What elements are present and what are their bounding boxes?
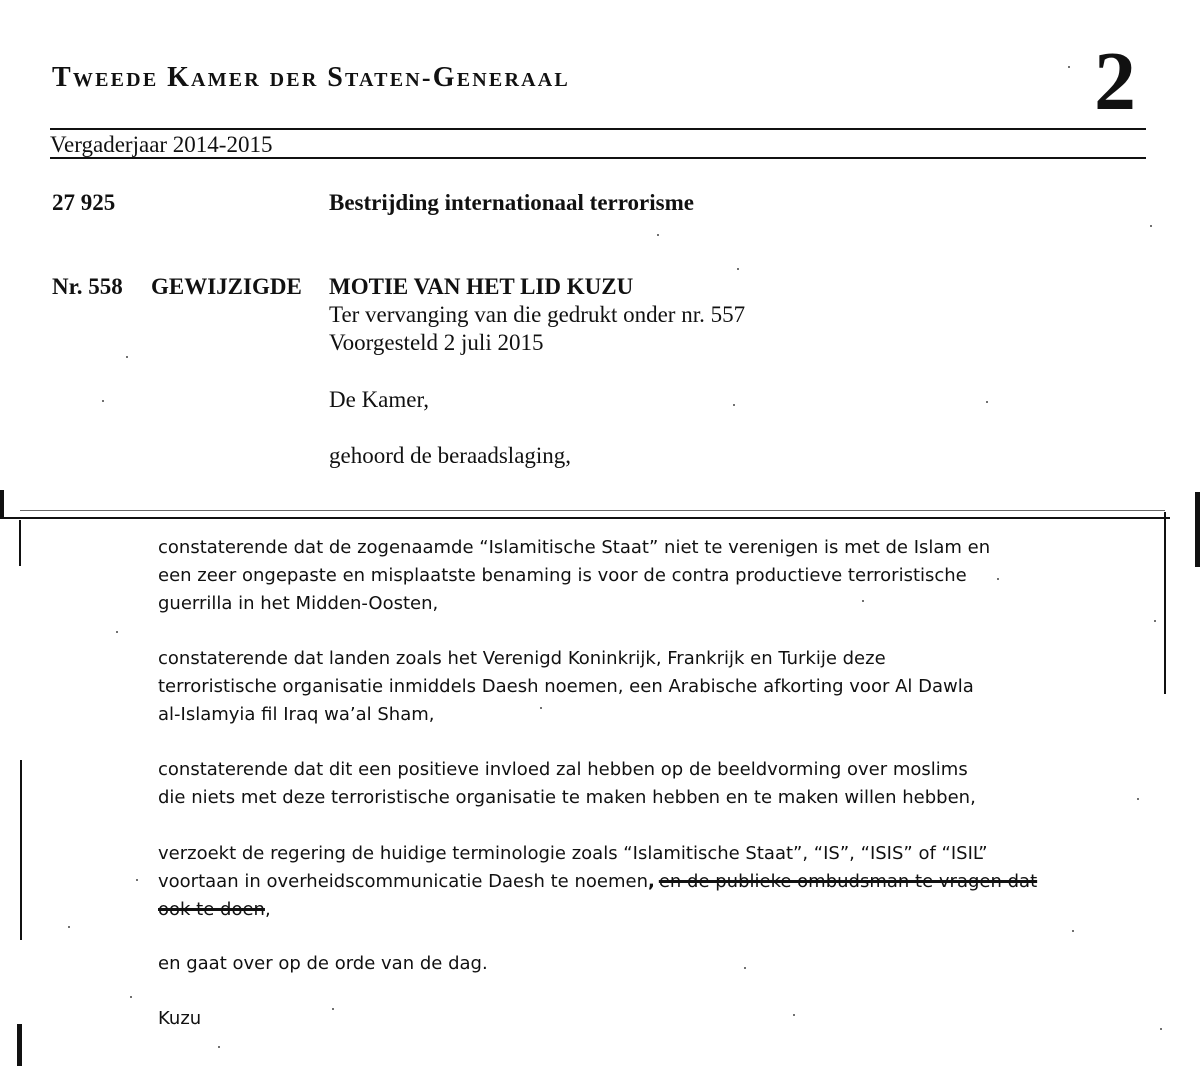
motion-title: MOTIE VAN HET LID KUZU: [329, 274, 634, 299]
header-rule-top: [50, 128, 1146, 130]
motion-heard: gehoord de beraadslaging,: [329, 443, 572, 468]
scan-speck: [1150, 225, 1152, 227]
scan-speck: [540, 707, 542, 709]
signature: Kuzu: [158, 1008, 202, 1029]
scan-speck: [130, 996, 132, 998]
motion-replacement: Ter vervanging van die gedrukt onder nr. 557: [329, 302, 746, 327]
scan-speck: [102, 400, 104, 402]
paragraph-3-line-2: die niets met deze terroristische organisatie te maken hebben en te maken willen hebben,: [158, 787, 976, 808]
scan-speck: [986, 401, 988, 403]
sheet-border-top-inner: [20, 510, 1165, 511]
handwritten-comma: ,: [647, 871, 655, 892]
header-rule-bottom: [50, 157, 1146, 159]
scan-speck: [332, 1008, 334, 1010]
paragraph-2-line-2: terroristische organisatie inmiddels Daesh noemen, een Arabische afkorting voor Al Dawla: [158, 676, 974, 697]
institution-title: TWEEDE KAMER DER STATEN-GENERAAL: [52, 62, 570, 93]
scan-speck: [126, 356, 128, 358]
scan-speck: [997, 578, 999, 580]
paragraph-1-line-1: constaterende dat de zogenaamde “Islamitische Staat” niet te verenigen is met de Islam en: [158, 537, 991, 558]
line-3-end-punctuation: ,: [264, 899, 271, 920]
page-number: 2: [1094, 35, 1136, 128]
paragraph-2-line-1: constaterende dat landen zoals het Verenigd Koninkrijk, Frankrijk en Turkije deze: [158, 648, 886, 669]
motion-status: GEWIJZIGDE: [151, 274, 302, 299]
scan-speck: [1068, 66, 1070, 68]
scan-speck: [793, 1014, 795, 1016]
scan-speck: [1154, 620, 1156, 622]
scan-speck: [116, 631, 118, 633]
motion-opening: De Kamer,: [329, 387, 429, 412]
sheet-border-right: [1164, 512, 1166, 694]
dossier-number: 27 925: [52, 190, 116, 215]
scan-speck: [862, 600, 864, 602]
scan-speck: [68, 926, 70, 928]
paragraph-2-line-3: al-Islamyia fil Iraq wa’al Sham,: [158, 704, 435, 725]
request-kept-text: voortaan in overheidscommunicatie Daesh te noemen: [158, 871, 648, 892]
closing-line: en gaat over op de orde van de dag.: [158, 953, 488, 974]
scan-edge-left-bottom: [17, 1024, 22, 1066]
scan-speck: [136, 879, 138, 881]
scan-speck: [657, 234, 659, 236]
scan-speck: [1160, 1028, 1162, 1030]
scan-edge-left-top: [0, 490, 4, 518]
struck-text-line-3: ook te doen: [158, 899, 265, 920]
struck-text-line-2: en de publieke ombudsman te vragen dat: [658, 871, 1038, 892]
sheet-border-left: [19, 520, 21, 566]
paragraph-4-line-1: verzoekt de regering de huidige terminologie zoals “Islamitische Staat”, “IS”, “ISIS” of “ISIL”: [158, 843, 988, 864]
scan-speck: [218, 1046, 220, 1048]
paragraph-4-line-2: [158, 868, 1037, 896]
scan-speck: [744, 967, 746, 969]
scan-speck: [737, 268, 739, 270]
motion-number: Nr. 558: [52, 274, 123, 299]
paragraph-1-line-2: een zeer ongepaste en misplaatste benaming is voor de contra productieve terroristische: [158, 565, 967, 586]
scan-speck: [733, 404, 735, 406]
motion-proposed-date: Voorgesteld 2 juli 2015: [329, 330, 544, 355]
scan-speck: [1072, 930, 1074, 932]
scan-edge-right: [1195, 492, 1200, 567]
paragraph-4-line-3: [158, 896, 271, 924]
dossier-title: Bestrijding internationaal terrorisme: [329, 190, 694, 215]
paragraph-1-line-3: guerrilla in het Midden-Oosten,: [158, 593, 439, 614]
sheet-border-top: [0, 517, 1170, 519]
session-year: Vergaderjaar 2014-2015: [50, 132, 273, 157]
paragraph-3-line-1: constaterende dat dit een positieve invloed zal hebben op de beeldvorming over moslims: [158, 759, 968, 780]
scan-speck: [1137, 798, 1139, 800]
sheet-border-left-lower: [20, 760, 22, 940]
